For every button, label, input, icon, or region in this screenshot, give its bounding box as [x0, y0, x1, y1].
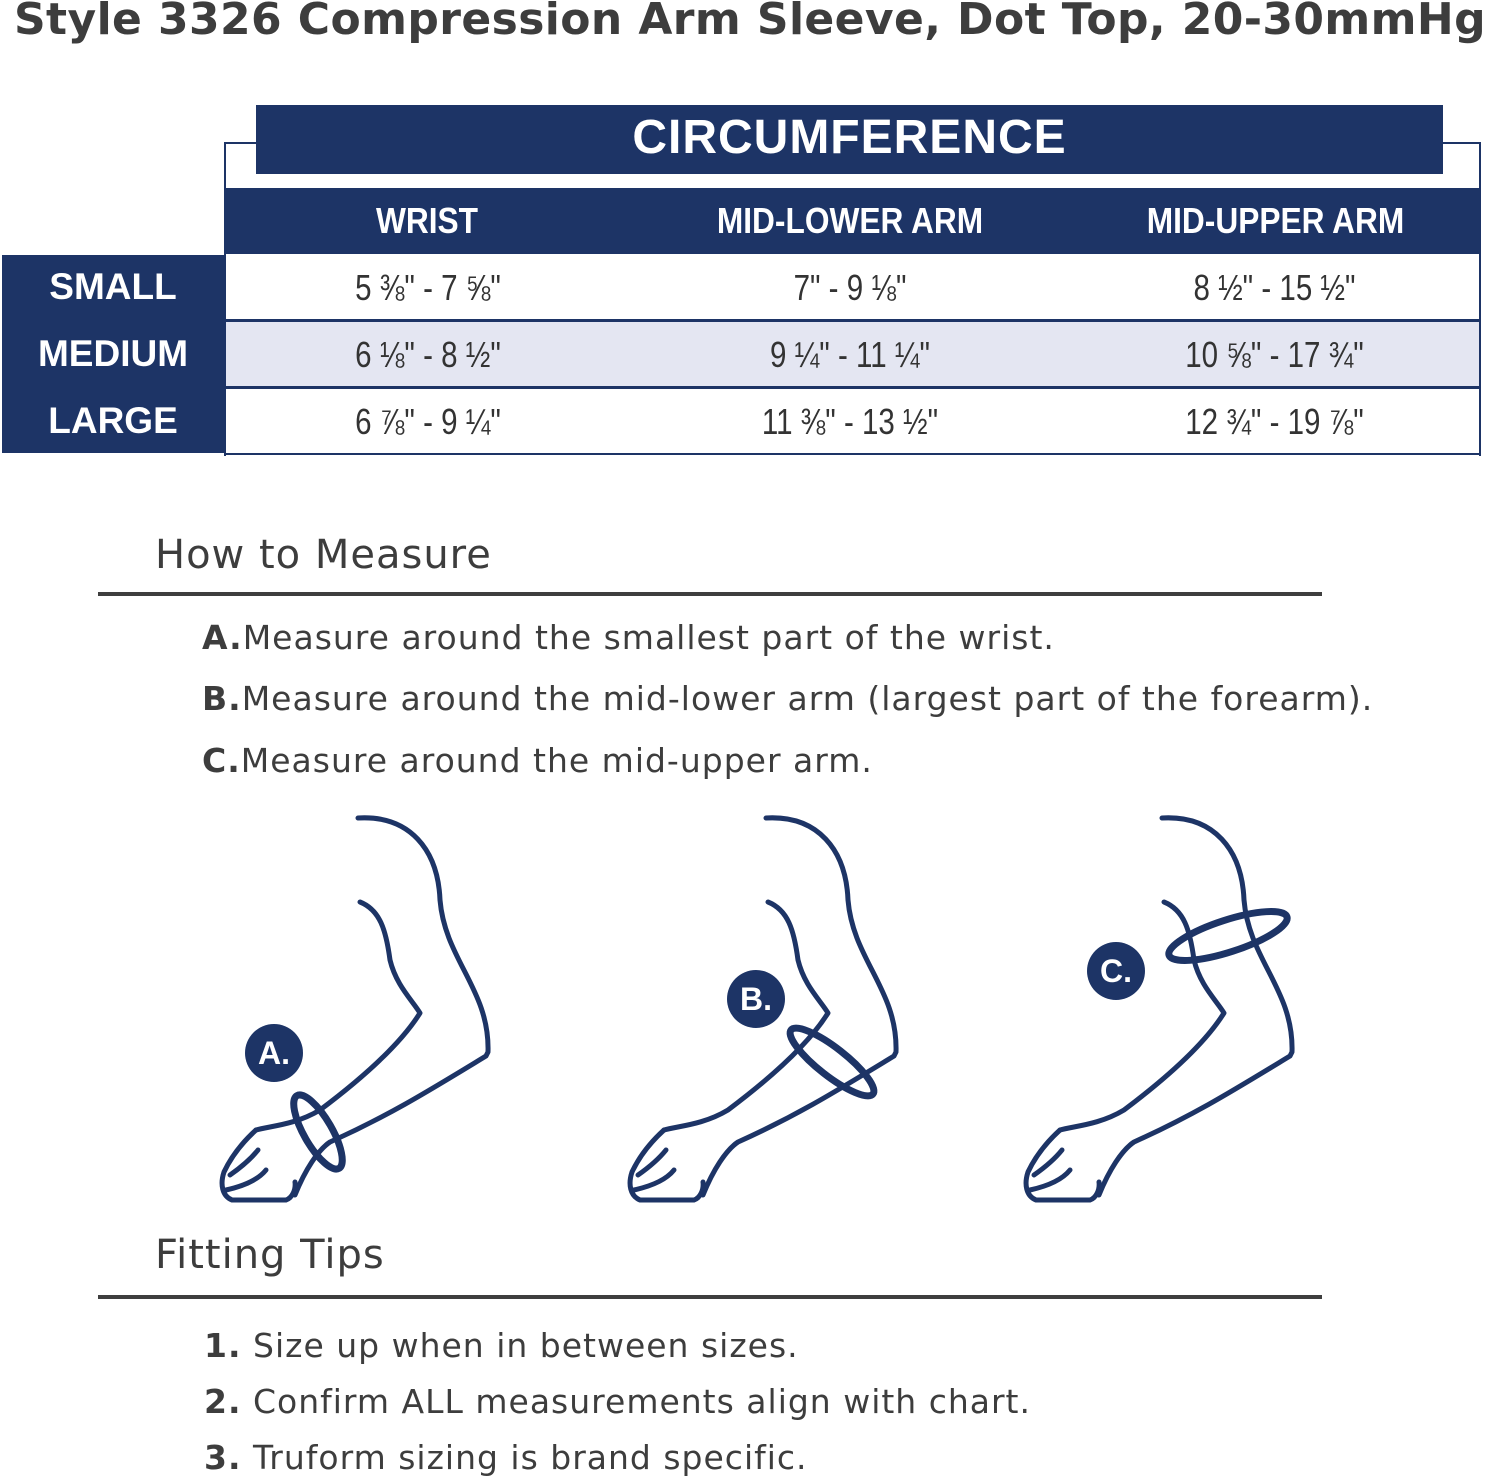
step-text: Measure around the mid-lower arm (largest part of the forearm). [241, 679, 1374, 718]
row-label-medium: MEDIUM [2, 322, 224, 386]
row-label-small: SMALL [2, 255, 224, 319]
step-text: Measure around the smallest part of the wrist. [242, 618, 1055, 657]
column-header-mid-upper-arm: MID-UPPER ARM [1146, 200, 1405, 241]
arm-illustration-upper-arm [1026, 818, 1292, 1200]
list-item [204, 1438, 808, 1477]
table-cell: 6 ⅞" - 9 ¼" [355, 401, 501, 442]
column-header-wrist: WRIST [375, 200, 479, 241]
marker-badge-c: C. [1087, 942, 1145, 1000]
list-item [204, 1326, 799, 1365]
marker-badge-b: B. [727, 970, 785, 1028]
row-label-large: LARGE [2, 389, 224, 453]
table-cell: 6 ⅛" - 8 ½" [355, 334, 501, 375]
tip-text: Confirm ALL measurements align with chart. [253, 1382, 1031, 1421]
list-item [204, 1382, 1031, 1421]
table-cell: 12 ¾" - 19 ⅞" [1185, 401, 1364, 442]
tip-marker: 1. [204, 1326, 242, 1365]
arm-illustration-wrist [222, 818, 488, 1200]
fitting-tips-heading: Fitting Tips [155, 1232, 385, 1278]
tip-marker: 2. [204, 1382, 242, 1421]
step-marker: A. [202, 618, 243, 657]
wrist-measure-ring [285, 1089, 351, 1176]
step-marker: C. [202, 741, 241, 780]
column-header-mid-lower-arm: MID-LOWER ARM [716, 200, 984, 241]
marker-badge-a: A. [245, 1024, 303, 1082]
table-cell: 11 ⅜" - 13 ½" [761, 401, 939, 442]
tip-text: Size up when in between sizes. [253, 1326, 799, 1365]
step-text: Measure around the mid-upper arm. [240, 741, 873, 780]
table-cell: 10 ⅝" - 17 ¾" [1185, 334, 1364, 375]
upper-arm-measure-ring [1164, 902, 1292, 971]
tip-text: Truform sizing is brand specific. [253, 1438, 808, 1477]
table-cell: 5 ⅜" - 7 ⅝" [355, 267, 501, 308]
table-cell: 8 ½" - 15 ½" [1193, 267, 1356, 308]
table-cell: 9 ¼" - 11 ¼" [770, 334, 930, 375]
section-divider [98, 1295, 1322, 1299]
page-title: Style 3326 Compression Arm Sleeve, Dot Top, 20-30mmHg [13, 0, 1487, 45]
step-marker: B. [202, 679, 242, 718]
circumference-header: CIRCUMFERENCE [256, 105, 1443, 174]
table-cell: 7" - 9 ⅛" [793, 267, 907, 308]
how-to-measure-heading: How to Measure [155, 532, 492, 578]
tip-marker: 3. [204, 1438, 242, 1477]
